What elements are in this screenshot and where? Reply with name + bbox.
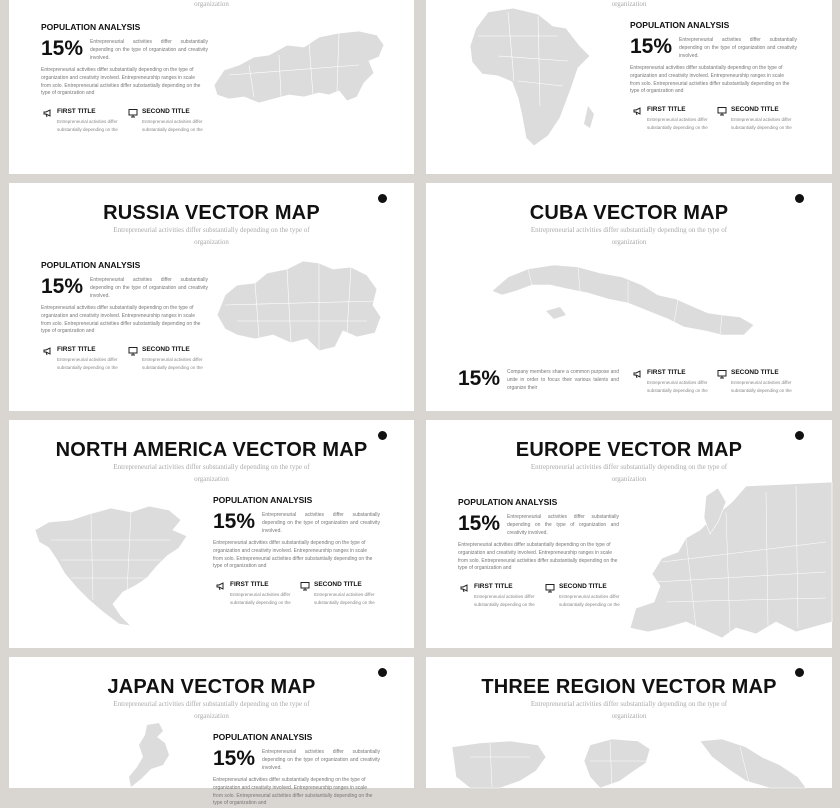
percent-description: Entrepreneurial activities differ substantially depending on the type of organization and creativity involved. [90, 277, 208, 299]
first-desc: Entrepreneurial activities differ substantially depending on the [474, 594, 535, 607]
slide-title: THREE REGION VECTOR MAP [481, 676, 777, 698]
feature-second [128, 346, 208, 376]
slide-subtitle: Entrepreneurial activities differ substantially depending on the type of organization [530, 226, 728, 246]
monitor-icon [717, 369, 727, 379]
monitor-icon [300, 581, 310, 591]
first-desc: Entrepreneurial activities differ substantially depending on the [57, 119, 118, 132]
population-heading: POPULATION ANALYSIS [213, 732, 313, 742]
slide-title: CUBA VECTOR MAP [529, 202, 729, 224]
europe-map [626, 482, 832, 642]
feature-first [43, 346, 123, 376]
slide-subtitle: Entrepreneurial activities differ substantially depending on the type of organization [113, 226, 310, 246]
feature-second [717, 106, 797, 136]
slide-subtitle: Entrepreneurial activities differ substantially depending on the type of organization [530, 463, 728, 483]
percent-value: 15% [630, 35, 673, 58]
first-desc: Entrepreneurial activities differ substantially depending on the [57, 357, 118, 370]
population-heading: POPULATION ANALYSIS [41, 260, 141, 270]
body-paragraph: Entrepreneurial activities differ substantially depending on the type of organization and creativity involved. Entrepreneurship ranges in scale from solo. Entrepreneurial activities differ substantially depending on the type of organization and [458, 542, 618, 572]
second-title: SECOND TITLE [142, 108, 190, 115]
percent-description: Entrepreneurial activities differ substantially depending on the type of organization and creativity involved. [262, 512, 380, 534]
three-region-map [450, 737, 810, 788]
feature-first [633, 369, 713, 399]
page-dot [795, 194, 804, 203]
slide-2[interactable] [426, 0, 832, 174]
body-paragraph: Entrepreneurial activities differ substantially depending on the type of organization and creativity involved. Entrepreneurship ranges in scale from solo. Entrepreneurial activities differ substantially depending on the type of organization and [630, 65, 790, 95]
feature-second [717, 369, 797, 399]
first-title: FIRST TITLE [57, 346, 96, 353]
second-desc: Entrepreneurial activities differ substantially depending on the [142, 119, 203, 132]
first-desc: Entrepreneurial activities differ substantially depending on the [647, 117, 708, 130]
second-desc: Entrepreneurial activities differ substantially depending on the [142, 357, 203, 370]
first-title: FIRST TITLE [647, 106, 686, 113]
population-heading: POPULATION ANALYSIS [213, 495, 313, 505]
second-desc: Entrepreneurial activities differ substantially depending on the [559, 594, 620, 607]
slide-title: JAPAN VECTOR MAP [107, 676, 316, 698]
japan-map [127, 721, 187, 788]
slide-7[interactable] [9, 657, 414, 807]
slide-8[interactable] [426, 657, 832, 788]
second-desc: Entrepreneurial activities differ substantially depending on the [731, 380, 792, 393]
percent-value: 15% [458, 367, 501, 390]
feature-second [300, 581, 380, 611]
feature-first [460, 583, 540, 613]
monitor-icon [128, 108, 138, 118]
north-america-map [31, 500, 206, 630]
second-title: SECOND TITLE [559, 583, 607, 590]
slide-title: NORTH AMERICA VECTOR MAP [55, 439, 368, 461]
monitor-icon [717, 106, 727, 116]
switzerland-map [207, 255, 387, 355]
slide-subtitle: Entrepreneurial activities differ substantially depending on the type of organization [113, 463, 310, 483]
megaphone-icon [43, 108, 53, 118]
slide-3[interactable] [9, 183, 414, 411]
slide-subtitle: organization [194, 0, 229, 8]
slide-subtitle: organization [611, 0, 647, 8]
second-title: SECOND TITLE [731, 106, 779, 113]
second-title: SECOND TITLE [142, 346, 190, 353]
second-title: SECOND TITLE [731, 369, 779, 376]
percent-value: 15% [41, 37, 84, 60]
population-heading: POPULATION ANALYSIS [630, 20, 730, 30]
percent-value: 15% [41, 275, 84, 298]
megaphone-icon [633, 106, 643, 116]
page-dot [795, 668, 804, 677]
page-dot [378, 668, 387, 677]
first-desc: Entrepreneurial activities differ substantially depending on the [647, 380, 708, 393]
first-title: FIRST TITLE [57, 108, 96, 115]
body-paragraph: Entrepreneurial activities differ substantially depending on the type of organization and creativity involved. Entrepreneurship ranges in scale from solo. Entrepreneurial activities differ substantially depending on the type of organization and [41, 67, 201, 97]
slide-5[interactable] [9, 420, 414, 648]
monitor-icon [128, 346, 138, 356]
feature-first [43, 108, 123, 138]
second-title: SECOND TITLE [314, 581, 362, 588]
africa-map [468, 6, 598, 151]
body-paragraph: Entrepreneurial activities differ substantially depending on the type of organization and creativity involved. Entrepreneurship ranges in scale from solo. Entrepreneurial activities differ substantially depending on the type of organization and [213, 540, 373, 570]
page-dot [378, 194, 387, 203]
feature-second [545, 583, 625, 613]
cuba-description: Company members share a common purpose and unite in order to focus their various talents and organize their [507, 369, 619, 391]
monitor-icon [545, 583, 555, 593]
feature-first [216, 581, 296, 611]
feature-second [128, 108, 208, 138]
slide-title: EUROPE VECTOR MAP [515, 439, 743, 461]
page-dot [795, 431, 804, 440]
first-title: FIRST TITLE [474, 583, 513, 590]
page-dot [378, 431, 387, 440]
first-title: FIRST TITLE [647, 369, 686, 376]
percent-description: Entrepreneurial activities differ substantially depending on the type of organization and creativity involved. [90, 39, 208, 61]
feature-first [633, 106, 713, 136]
percent-value: 15% [458, 512, 501, 535]
population-heading: POPULATION ANALYSIS [41, 22, 141, 32]
slide-1[interactable] [9, 0, 414, 174]
percent-description: Entrepreneurial activities differ substantially depending on the type of organization and creativity involved. [679, 37, 797, 59]
slide-title: RUSSIA VECTOR MAP [103, 202, 320, 224]
second-desc: Entrepreneurial activities differ substantially depending on the [314, 592, 375, 605]
percent-description: Entrepreneurial activities differ substantially depending on the type of organization and creativity involved. [507, 514, 619, 536]
percent-value: 15% [213, 747, 256, 770]
slide-6[interactable] [426, 420, 832, 648]
percent-value: 15% [213, 510, 256, 533]
body-paragraph: Entrepreneurial activities differ substantially depending on the type of organization and creativity involved. Entrepreneurship ranges in scale from solo. Entrepreneurial activities differ substantially depending on the type of organization and [41, 305, 201, 335]
cuba-map [488, 255, 768, 355]
first-desc: Entrepreneurial activities differ substantially depending on the [230, 592, 291, 605]
population-heading: POPULATION ANALYSIS [458, 497, 558, 507]
slide-subtitle: Entrepreneurial activities differ substantially depending on the type of organization [113, 700, 310, 720]
slide-4[interactable] [426, 183, 832, 411]
second-desc: Entrepreneurial activities differ substantially depending on the [731, 117, 792, 130]
percent-description: Entrepreneurial activities differ substantially depending on the type of organization and creativity involved. [262, 749, 380, 771]
megaphone-icon [216, 581, 226, 591]
body-paragraph: Entrepreneurial activities differ substantially depending on the type of organization and creativity involved. Entrepreneurship ranges in scale from solo. Entrepreneurial activities differ substantially depending on the type of organization and [213, 777, 373, 807]
megaphone-icon [460, 583, 470, 593]
megaphone-icon [43, 346, 53, 356]
russia-map [209, 25, 389, 125]
megaphone-icon [633, 369, 643, 379]
first-title: FIRST TITLE [230, 581, 269, 588]
slide-subtitle: Entrepreneurial activities differ substantially depending on the type of organization [530, 700, 728, 720]
